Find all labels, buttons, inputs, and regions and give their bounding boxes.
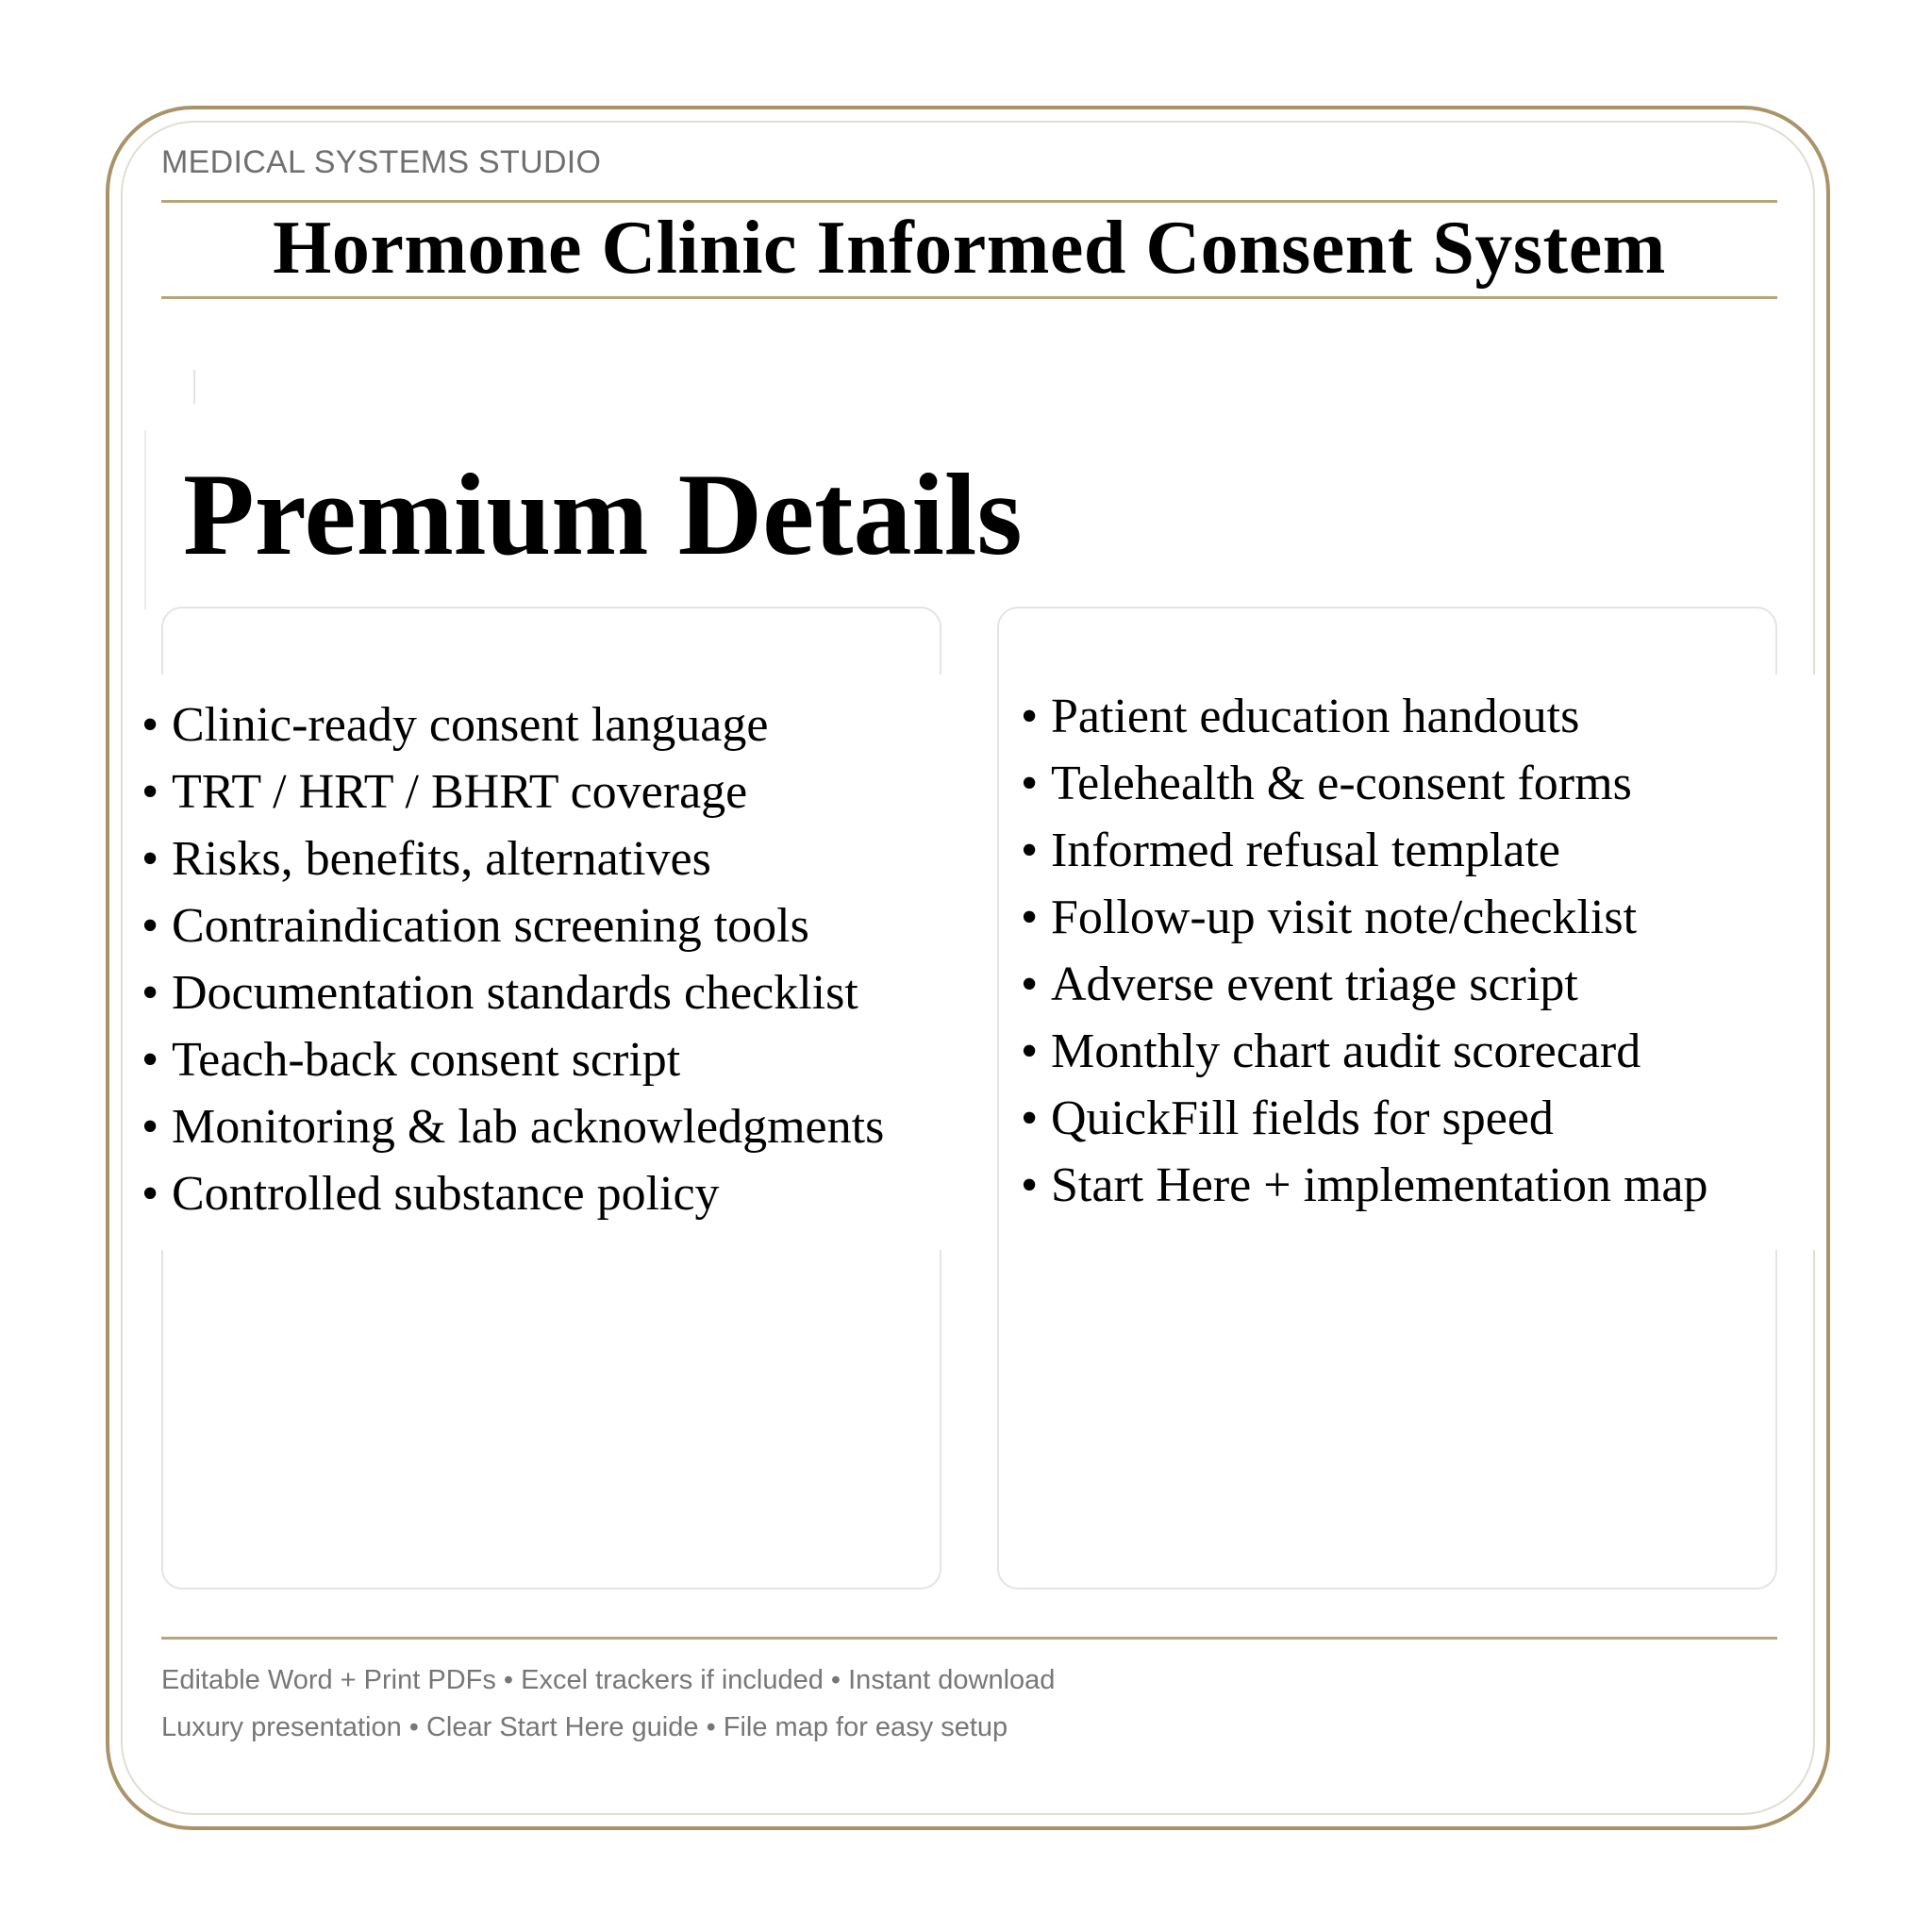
feature-list-left <box>142 691 884 1227</box>
brand-label: MEDICAL SYSTEMS STUDIO <box>161 144 602 180</box>
list-item: • Risks, benefits, alternatives <box>142 825 884 892</box>
list-item: • Informed refusal template <box>1021 817 1707 884</box>
list-item: • Follow-up visit note/checklist <box>1021 884 1707 951</box>
list-item: • Documentation standards checklist <box>142 959 884 1026</box>
list-item: • Patient education handouts <box>1021 683 1707 750</box>
footer-line-1: Editable Word + Print PDFs • Excel trackers if included • Instant download <box>161 1665 1056 1695</box>
header-rule-bottom <box>161 296 1777 299</box>
list-item: • Monthly chart audit scorecard <box>1021 1018 1707 1085</box>
list-item: • Teach-back consent script <box>142 1026 884 1093</box>
list-item: • Telehealth & e-consent forms <box>1021 750 1707 817</box>
list-item: • Clinic-ready consent language <box>142 691 884 758</box>
decorative-edge <box>144 430 146 609</box>
list-item: • Monitoring & lab acknowledgments <box>142 1093 884 1160</box>
list-item: • TRT / HRT / BHRT coverage <box>142 758 884 825</box>
list-item: • Adverse event triage script <box>1021 951 1707 1018</box>
list-item: • Controlled substance policy <box>142 1160 884 1227</box>
decorative-tick <box>193 370 195 404</box>
document-title: Hormone Clinic Informed Consent System <box>273 206 1666 290</box>
list-item: • Start Here + implementation map <box>1021 1152 1707 1219</box>
footer-line-2: Luxury presentation • Clear Start Here guide • File map for easy setup <box>161 1712 1008 1742</box>
feature-list-right <box>1021 683 1707 1219</box>
section-title: Premium Details <box>183 450 1023 579</box>
list-item: • QuickFill fields for speed <box>1021 1085 1707 1152</box>
footer-rule <box>161 1637 1777 1640</box>
list-item: • Contraindication screening tools <box>142 892 884 959</box>
